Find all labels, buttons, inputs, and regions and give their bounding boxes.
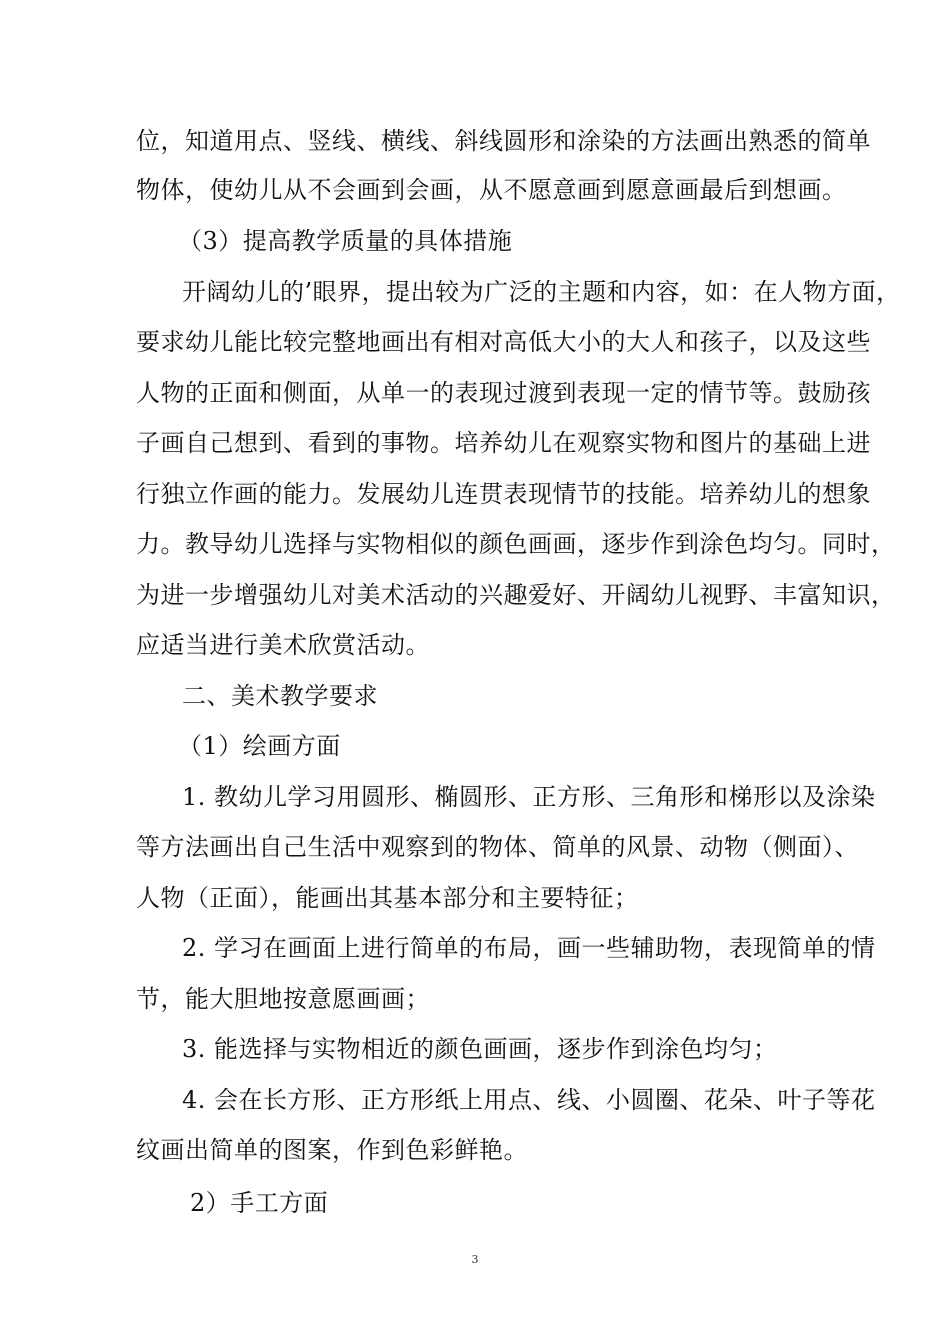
list-item-first-line: 4. 会在长方形、正方形纸上用点、线、小圆圈、花朵、叶子等花	[182, 1086, 876, 1114]
text-line: 纹画出简单的图案，作到色彩鲜艳。	[136, 1136, 528, 1164]
text-line: 应适当进行美术欣赏活动。	[136, 631, 430, 659]
paragraph-first-line: 开阔幼儿的’眼界，提出较为广泛的主题和内容，如：在人物方面，	[182, 278, 901, 306]
text-line: 为进一步增强幼儿对美术活动的兴趣爱好、开阔幼儿视野、丰富知识，	[136, 581, 896, 609]
text-line: 行独立作画的能力。发展幼儿连贯表现情节的技能。培养幼儿的想象	[136, 480, 871, 508]
text-line: 物体，使幼儿从不会画到会画，从不愿意画到愿意画最后到想画。	[136, 176, 847, 204]
page-number: 3	[471, 1253, 479, 1266]
list-item-first-line: 1. 教幼儿学习用圆形、椭圆形、正方形、三角形和梯形以及涂染	[182, 783, 876, 811]
subsection-heading: 2）手工方面	[190, 1189, 329, 1217]
list-item-first-line: 2. 学习在画面上进行简单的布局，画一些辅助物，表现简单的情	[182, 934, 876, 962]
section-heading: （3）提高教学质量的具体措施	[178, 227, 513, 255]
section-heading: 二、美术教学要求	[182, 682, 378, 710]
text-line: 人物（正面），能画出其基本部分和主要特征；	[136, 884, 639, 912]
text-line: 人物的正面和侧面，从单一的表现过渡到表现一定的情节等。鼓励孩	[136, 379, 871, 407]
text-line: 子画自己想到、看到的事物。培养幼儿在观察实物和图片的基础上进	[136, 429, 871, 457]
text-line: 节，能大胆地按意愿画画；	[136, 985, 430, 1013]
text-line: 位，知道用点、竖线、横线、斜线圆形和涂染的方法画出熟悉的简单	[136, 127, 871, 155]
text-line: 力。教导幼儿选择与实物相似的颜色画画，逐步作到涂色均匀。同时，	[136, 530, 896, 558]
text-line: 等方法画出自己生活中观察到的物体、简单的风景、动物（侧面）、	[136, 833, 859, 861]
list-item: 3. 能选择与实物相近的颜色画画，逐步作到涂色均匀；	[182, 1035, 778, 1063]
subsection-heading: （1）绘画方面	[178, 732, 341, 760]
text-line: 要求幼儿能比较完整地画出有相对高低大小的大人和孩子，以及这些	[136, 328, 871, 356]
